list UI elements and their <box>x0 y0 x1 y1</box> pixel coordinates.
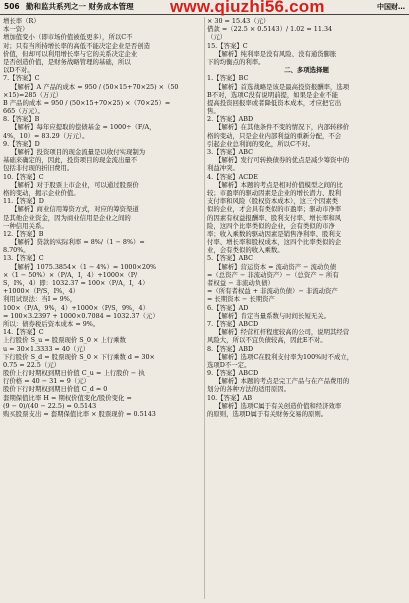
text-line: 1.【答案】BC <box>207 74 249 83</box>
text-line: 股价下行时期权到期日价值 C_d = 0 <box>3 385 108 394</box>
text-line: B 产品的成本 = 950 / (50×15+70×25) ×（70×25）= <box>3 98 171 107</box>
text-line: 划分的各种方法的适用原因。 <box>207 385 291 394</box>
text-line: 【解析】首选战略是该是最高投资报酬率，选项 <box>215 82 350 91</box>
text-line: 基础来确定的，因此，投资项目的现金流出量不 <box>3 156 138 165</box>
text-line: 价值，但却可以利用增长率与它的关系决定企业 <box>3 49 138 58</box>
text-line: 【解析】选项C在股利支付率为100%时不成立， <box>215 352 354 361</box>
text-line: 10.【答案】C <box>3 172 44 181</box>
text-line: 利用试误法：当I = 9%， <box>3 295 77 304</box>
text-line: 险，这四个比率类似的企业，会有类似的市净 <box>207 221 335 230</box>
page-header <box>0 0 409 15</box>
text-line: 的因素有权益报酬率、股利支付率、增长率和风 <box>207 213 342 222</box>
text-line: 增加值变小（即市场价值被低更多），所以C不 <box>3 33 133 42</box>
text-line: 借款 =（22.5 × 0.5143）/ 1.02 = 11.34 <box>207 25 333 34</box>
text-line: 12.【答案】B <box>3 229 44 238</box>
text-line: × 30 = 15.43（元） <box>207 17 270 25</box>
text-line: B不对，选项C没有说明前提，如果是企业不能 <box>207 90 339 99</box>
header-right-note: 中国财… <box>377 3 405 11</box>
text-line: 风险大，所以不宜负债较高，因此E不对。 <box>207 336 327 345</box>
text-line: +1000×（P/S，I%，4） <box>3 287 80 296</box>
text-line: 一种信用关系。 <box>3 221 48 230</box>
text-line: 似的企业，才会具有类似的市盈率；驱动市净率 <box>207 205 342 214</box>
text-line: 8.【答案】ABD <box>207 344 254 353</box>
text-line: 【解析】对于股票上市企业，可以通过股票价 <box>11 180 139 189</box>
text-line: 是其他企业资金，因为商业信用是企业之间的 <box>3 213 131 222</box>
left-column <box>3 17 201 418</box>
text-line: 下的均衡点的利率。 <box>207 57 265 66</box>
text-line: 7.【答案】C <box>3 74 40 83</box>
text-line: 3.【答案】ABC <box>207 148 253 156</box>
text-line: 利益冲突。 <box>207 164 239 173</box>
text-line: 【解析】投资项目的现金流量是以收付实现制为 <box>11 148 146 156</box>
text-line: 购买股票支出 = 套期保值比率 × 股票现价 = 0.5143 <box>3 410 156 418</box>
text-line: 9.【答案】D <box>3 139 40 148</box>
text-line: 格的变动，只是企业内部利益的重新分配，不会 <box>207 131 342 140</box>
text-line: 0.75 = 22.5（元） <box>3 360 61 369</box>
right-column <box>207 17 406 418</box>
text-line: 的原则，选项D属于有关财务交易的原则。 <box>207 410 328 418</box>
text-line: (9 − 0)/(40 − 22.5) = 0.5143 <box>3 401 97 410</box>
text-line: 提高投资回报率或者降低资本成本，才应把它出 <box>207 98 342 107</box>
text-line: 665（万元）。 <box>3 107 44 116</box>
text-line: 套期保值比率 H = 期权价值变化/股价变化 = <box>3 393 132 402</box>
text-line: = 100×3.2397 + 1000×0.7084 = 1032.37（元） <box>3 311 159 320</box>
text-line: S，I%，4）即：1032.37 = 100×（P/A，I，4） <box>3 279 149 287</box>
text-line: 2.【答案】ABD <box>207 115 254 124</box>
text-line: 率；收入乘数的驱动因素是销售净利率、股利支 <box>207 229 342 238</box>
text-line: ×15)=285（万元） <box>3 90 63 99</box>
text-line: 9.【答案】ABCD <box>207 369 259 378</box>
text-line: 11.【答案】D <box>3 197 44 206</box>
text-line: 【解析】A 产品的成本 = 950 / (50×15+70×25) ×（50 <box>11 82 179 91</box>
text-line: 14.【答案】C <box>3 328 44 337</box>
text-line: 【解析】肯定当量系数与时间长短无关。 <box>215 311 331 320</box>
text-line: 【解析】在其他条件不变的情况下，内部转移价 <box>215 123 350 132</box>
text-line: 行价格 = 40 − 31 = 9（元） <box>3 377 90 386</box>
text-line: 【解析】1075.3854×（1 − 4%）= 1000×20% <box>11 262 157 271</box>
text-line: 售。 <box>207 107 220 116</box>
text-line: 【解析】营运资本 = 流动资产 − 流动负债 <box>215 262 337 271</box>
text-line: 下行股价 S_d = 股票现价 S_0 × 下行乘数 d = 30× <box>3 352 155 361</box>
text-line: 业，会有类似的收入乘数。 <box>207 246 284 255</box>
text-line: 【解析】纯利率是没有风险、没有通货膨胀 <box>215 49 337 58</box>
text-line: 二、多项选择题 <box>284 66 329 75</box>
text-line: 【解析】商业信用筹资方式，对应的筹资渠道 <box>11 205 139 214</box>
page-number: 506 <box>4 2 20 11</box>
text-line: 付率、增长率和股权成本，这四个比率类似的企 <box>207 238 342 247</box>
text-line: 【解析】发行可转换债券的优点是减少筹资中的 <box>215 156 350 165</box>
text-line: 15.【答案】C <box>207 41 248 50</box>
text-line: 所以：债券税后资本成本 = 9%。 <box>3 319 100 328</box>
text-line: 【解析】贷款的实际利率 = 8%/（1 − 8%）= <box>11 238 145 247</box>
text-line: 本一资） <box>3 25 29 34</box>
text-line: 是否创造价值，是财务战略管理的基础，所以 <box>3 57 131 66</box>
text-line: 100×（P/A，9%，4）+1000×（P/S，9%，4） <box>3 303 149 312</box>
text-line: 增长率（R） <box>3 17 40 25</box>
text-line: 格的变动，揭示企业价值。 <box>3 188 80 197</box>
text-line: 股价上行时期权到期日价值 C_u = 上行股价 − 执 <box>3 369 145 378</box>
text-line: 8.70%。 <box>3 246 30 255</box>
text-line: 【解析】本题的考点是完工产品与在产品费用的 <box>215 377 350 386</box>
text-line: 对；只有当所持增长率的高低不能决定企业是否创造 <box>3 41 150 50</box>
text-line: 上行股价 S_u = 股票现价 S_0 × 上行乘数 <box>3 336 126 345</box>
text-line: 8.【答案】B <box>3 115 40 124</box>
text-line: 7.【答案】ABCD <box>207 319 259 328</box>
text-line: 4.【答案】ACDE <box>207 172 258 181</box>
watermark-url: www.qiuzhi56.com <box>170 0 325 16</box>
column-divider <box>204 17 205 599</box>
text-line: 包括非付现的折旧费用。 <box>3 164 74 173</box>
text-line: =（总资产 − 非流动资产）−（总资产 − 所有 <box>207 270 339 279</box>
text-line: 引起企业总利润的变化，所以C不对。 <box>207 139 315 148</box>
text-line: 支付率和风险（股权资本成本），这三个因素类 <box>207 197 339 206</box>
text-line: 5.【答案】ABC <box>207 254 253 263</box>
text-line: 10.【答案】AB <box>207 393 253 402</box>
text-line: 13.【答案】C <box>3 254 44 263</box>
text-line: 【解析】每年应提取的偿债基金 = 1000÷（F/A， <box>11 123 156 132</box>
text-line: 4%，10）= 83.29（万元）。 <box>3 131 89 140</box>
text-line: 【解析】本题的考点是相对价值模型之间的比 <box>215 180 343 189</box>
text-line: 选项D不一定。 <box>207 360 251 369</box>
text-line: （元） <box>207 33 227 42</box>
text-line: = 长期资本 − 长期资产 <box>207 295 275 304</box>
text-line: u = 30×1.3333 = 40（元） <box>3 344 90 353</box>
text-line: 【解析】选项C属于有关创造价值和经济效率 <box>215 401 342 410</box>
text-line: 者权益 − 非流动负债） <box>207 279 274 287</box>
text-line: =（所有者权益 + 非流动负债）− 非流动资产 <box>207 287 338 296</box>
text-line: ×（1 − 50%）×（P/A，I，4）+1000×（P/ <box>3 270 138 279</box>
text-line: 【解析】经营杠杆程度较高的公司，说明其经营 <box>215 328 350 337</box>
text-line: 6.【答案】AD <box>207 303 249 312</box>
text-line: 较；市盈率的驱动因素是企业的增长潜力、股利 <box>207 188 342 197</box>
book-title: 勤和监共系列之一 财务成本管理 <box>26 2 134 11</box>
text-line: 以D不对。 <box>3 66 34 75</box>
